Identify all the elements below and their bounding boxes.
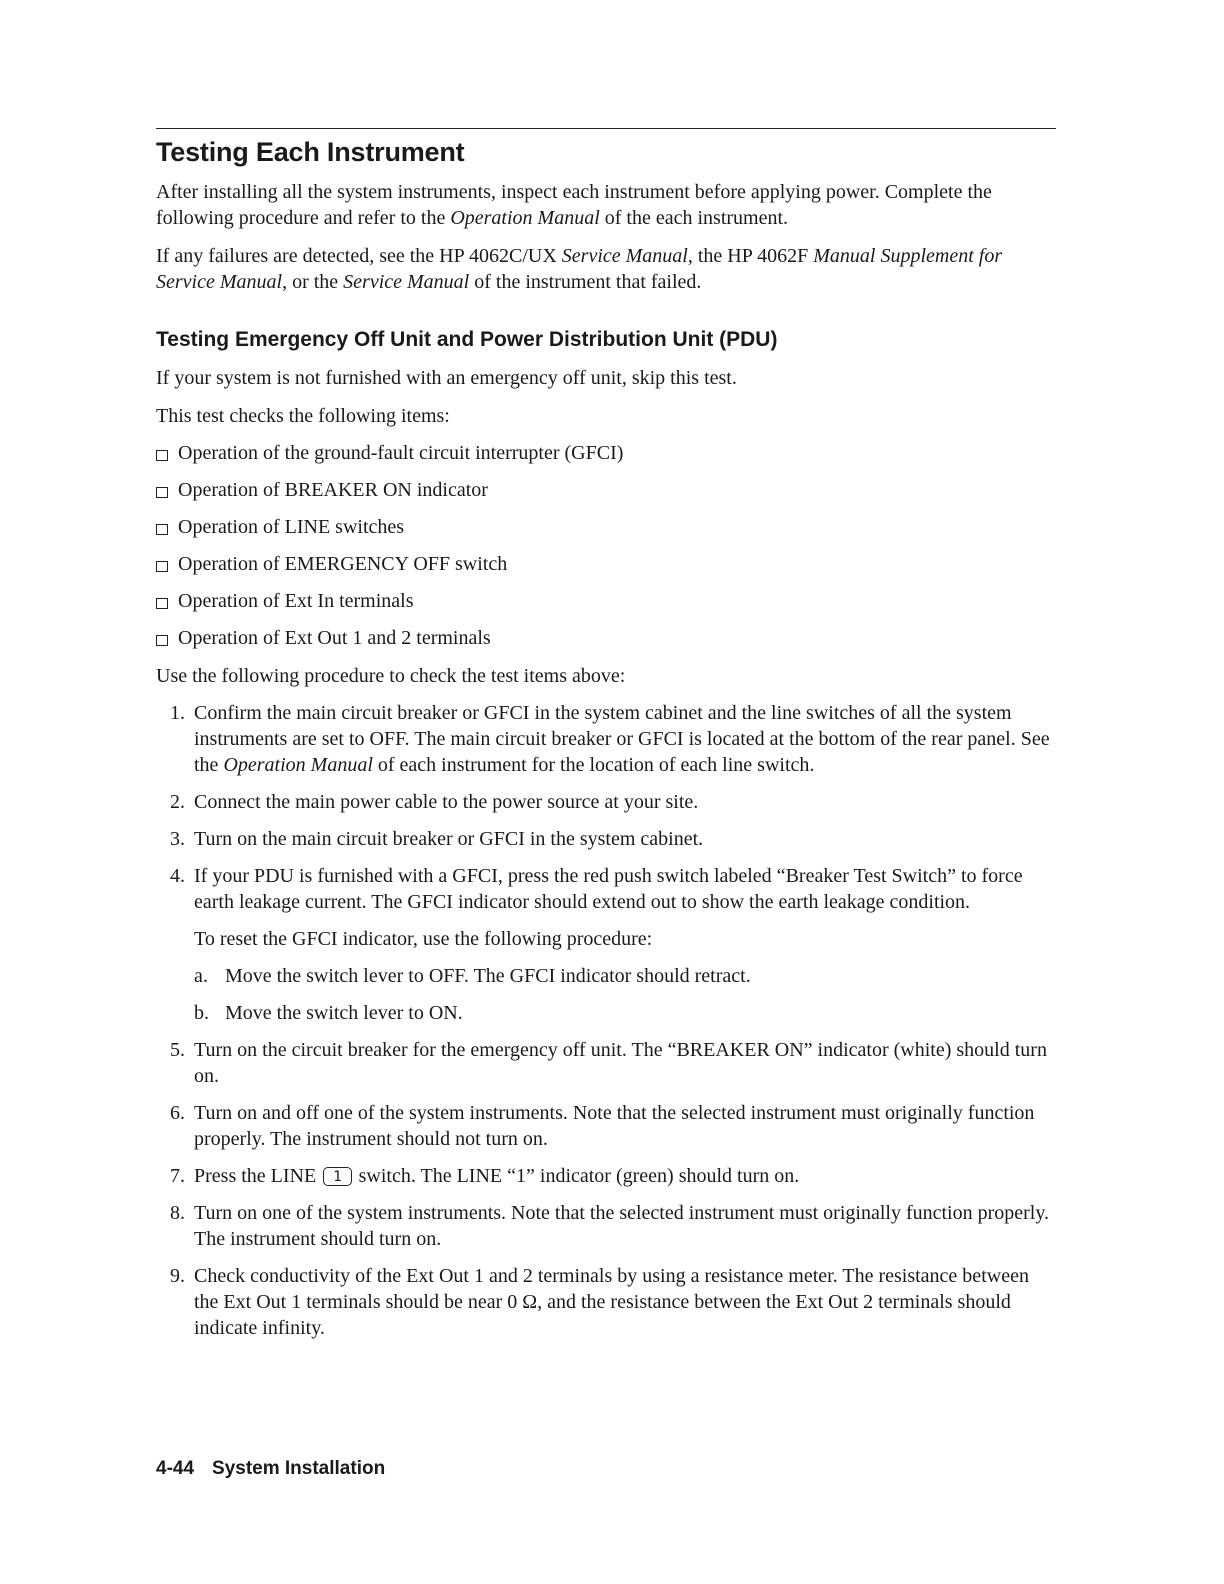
top-rule <box>156 128 1056 129</box>
checkbox-icon <box>156 561 168 572</box>
intro-paragraph-2: If any failures are detected, see the HP 4062C/UX Service Manual, the HP 4062F Manual Supplement for Service Manual, or the Service Manual of the instrument that failed. <box>156 245 1003 293</box>
check-item: Operation of LINE switches <box>156 514 1056 540</box>
procedure-step-2: 2. Connect the main power cable to the power source at your site. <box>170 791 699 813</box>
checkbox-icon <box>156 635 168 646</box>
procedure-step-5: 5. Turn on the circuit breaker for the emergency off unit. The “BREAKER ON” indicator (white) should turn on. <box>170 1039 1047 1087</box>
checkbox-icon <box>156 524 168 535</box>
intro-paragraph-1: After installing all the system instruments, inspect each instrument before applying power. Complete the following procedure and refer to the Operation Manual of the each instrument. <box>156 181 992 229</box>
procedure-steps <box>156 700 1056 1341</box>
gfci-reset-intro: To reset the GFCI indicator, use the following procedure: <box>194 928 653 950</box>
checks-intro: This test checks the following items: <box>156 405 450 427</box>
check-item: Operation of BREAKER ON indicator <box>156 477 1056 503</box>
procedure-step-7: 7. Press the LINE 1 switch. The LINE “1” indicator (green) should turn on. <box>170 1165 800 1187</box>
procedure-step-9: 9. Check conductivity of the Ext Out 1 and 2 terminals by using a resistance meter. The resistance between the Ext Out 1 terminals should be near 0 Ω, and the resistance between the Ext Out 2 terminals should indicate infinity. <box>170 1265 1029 1339</box>
procedure-step-8: 8. Turn on one of the system instruments. Note that the selected instrument must originally function properly. The instrument should turn on. <box>170 1202 1050 1250</box>
check-item: Operation of Ext In terminals <box>156 588 1056 614</box>
sub-step-a: a. Move the switch lever to OFF. The GFCI indicator should retract. <box>194 965 751 987</box>
check-list <box>156 440 1056 651</box>
checkbox-icon <box>156 450 168 461</box>
sub-step-b: b. Move the switch lever to ON. <box>194 1002 463 1024</box>
procedure-step-4: 4. If your PDU is furnished with a GFCI, press the red push switch labeled “Breaker Test Switch” to force earth leakage current. The GFCI indicator should extend out to show the earth leakage condition. To reset the GFCI indicator, use the following procedure: a. Move the switch lever to OFF. The GFCI indicator should retract. b. Move the switch lever to ON. <box>156 863 1056 1026</box>
check-item: Operation of the ground-fault circuit interrupter (GFCI) <box>156 440 1056 466</box>
check-item: Operation of EMERGENCY OFF switch <box>156 551 1056 577</box>
check-item: Operation of Ext Out 1 and 2 terminals <box>156 625 1056 651</box>
checkbox-icon <box>156 487 168 498</box>
procedure-step-1: 1. Confirm the main circuit breaker or GFCI in the system cabinet and the line switches of all the system instruments are set to OFF. The main circuit breaker or GFCI is located at the bottom of the rear panel. See the Operation Manual of each instrument for the location of each line switch. <box>170 702 1050 776</box>
page-content <box>156 128 1056 1341</box>
subsection-title: Testing Emergency Off Unit and Power Distribution Unit (PDU) <box>156 328 778 351</box>
procedure-step-6: 6. Turn on and off one of the system instruments. Note that the selected instrument must originally function properly. The instrument should not turn on. <box>170 1102 1035 1150</box>
checkbox-icon <box>156 598 168 609</box>
line-1-key-icon: 1 <box>323 1167 351 1186</box>
skip-note: If your system is not furnished with an emergency off unit, skip this test. <box>156 367 737 389</box>
page-footer <box>156 1458 385 1480</box>
chapter-title: System Installation <box>212 1458 386 1479</box>
section-title: Testing Each Instrument <box>156 137 465 167</box>
procedure-step-3: 3. Turn on the main circuit breaker or GFCI in the system cabinet. <box>170 828 704 850</box>
page-number: 4-44 <box>156 1458 195 1479</box>
procedure-intro: Use the following procedure to check the test items above: <box>156 665 626 687</box>
